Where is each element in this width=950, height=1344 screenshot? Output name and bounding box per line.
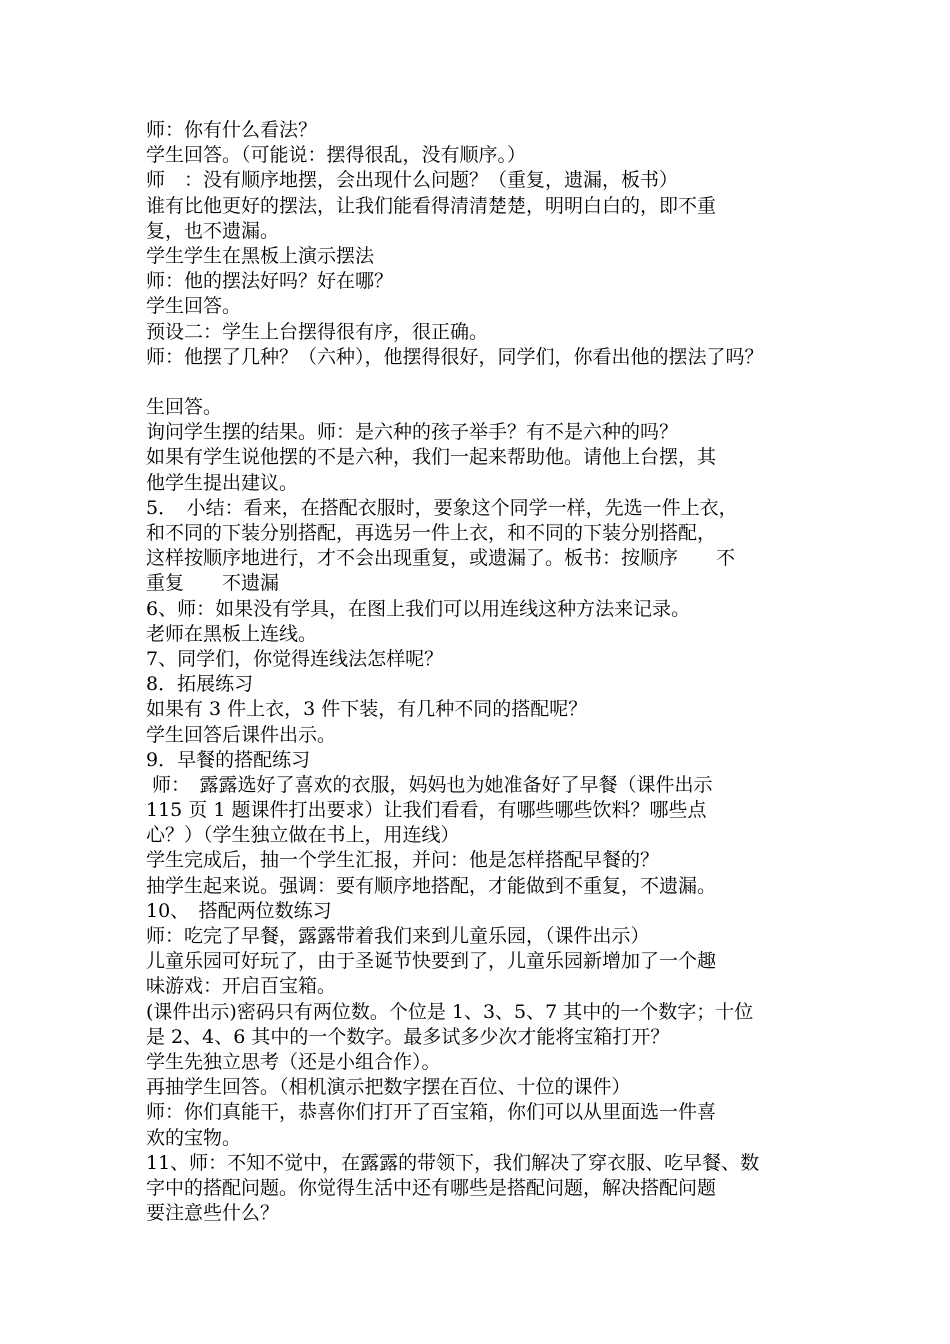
text-line: 老师在黑板上连线。 xyxy=(146,622,318,645)
text-line: 谁有比他更好的摆法，让我们能看得清清楚楚，明明白白的，即不重 xyxy=(146,194,717,217)
text-line: 7、同学们，你觉得连线法怎样呢？ xyxy=(146,647,444,670)
text-line: 儿童乐园可好玩了，由于圣诞节快要到了，儿童乐园新增加了一个趣 xyxy=(146,950,717,973)
text-line: 生回答。 xyxy=(146,396,223,419)
text-line: 预设二：学生上台摆得很有序，很正确。 xyxy=(146,320,489,343)
text-line: 学生回答。 xyxy=(146,295,242,318)
text-line: 他学生提出建议。 xyxy=(146,471,299,494)
text-line: 师：你们真能干，恭喜你们打开了百宝箱，你们可以从里面选一件喜 xyxy=(146,1101,717,1124)
text-line: 要注意些什么？ xyxy=(146,1202,280,1225)
document-body xyxy=(146,118,814,1226)
text-line: 学生完成后，抽一个学生汇报，并问：他是怎样搭配早餐的？ xyxy=(146,849,660,872)
text-line: 11、师：不知不觉中，在露露的带领下，我们解决了穿衣服、吃早餐、数 xyxy=(146,1151,760,1174)
text-line: 师：他摆了几种？（六种），他摆得很好，同学们，你看出他的摆法了吗？ xyxy=(146,345,764,368)
text-line: 抽学生起来说。强调：要有顺序地搭配，才能做到不重复，不遗漏。 xyxy=(146,874,717,897)
text-line: 如果有学生说他摆的不是六种，我们一起来帮助他。请他上台摆，其 xyxy=(146,446,717,469)
text-line: 师： 露露选好了喜欢的衣服，妈妈也为她准备好了早餐（课件出示 xyxy=(146,773,713,796)
text-line: 学生学生在黑板上演示摆法 xyxy=(146,244,375,267)
text-line: 字中的搭配问题。你觉得生活中还有哪些是搭配问题，解决搭配问题 xyxy=(146,1176,717,1199)
text-line: 心？）（学生独立做在书上，用连线） xyxy=(146,824,460,847)
text-line: 和不同的下装分别搭配，再选另一件上衣，和不同的下装分别搭配， xyxy=(146,522,717,544)
text-line: 师：吃完了早餐，露露带着我们来到儿童乐园，（课件出示） xyxy=(146,925,650,947)
text-line: 味游戏：开启百宝箱。 xyxy=(146,975,337,998)
text-line: (课件出示)密码只有两位数。个位是 1、3、5、7 其中的一个数字；十位 xyxy=(146,1000,754,1023)
text-line: 重复 不遗漏 xyxy=(146,572,280,595)
text-line: 是 2、4、6 其中的一个数字。最多试多少次才能将宝箱打开？ xyxy=(146,1025,670,1048)
text-line: 再抽学生回答。（相机演示把数字摆在百位、十位的课件） xyxy=(146,1076,631,1099)
text-line: 欢的宝物。 xyxy=(146,1126,242,1149)
text-line: 8．拓展练习 xyxy=(146,673,254,696)
text-line: 复，也不遗漏。 xyxy=(146,219,280,242)
text-line: 5． 小结：看来，在搭配衣服时，要象这个同学一样，先选一件上衣， xyxy=(146,496,738,519)
text-line: 学生回答后课件出示。 xyxy=(146,723,337,746)
text-line xyxy=(146,370,814,395)
text-line: 师：你有什么看法？ xyxy=(146,119,318,141)
text-line: 询问学生摆的结果。师：是六种的孩子举手？有不是六种的吗？ xyxy=(146,421,679,444)
text-line: 这样按顺序地进行，才不会出现重复，或遗漏了。板书：按顺序 不 xyxy=(146,547,736,570)
text-line: 学生回答。（可能说：摆得很乱，没有顺序。） xyxy=(146,144,527,167)
text-line: 师 ：没有顺序地摆，会出现什么问题？（重复，遗漏，板书） xyxy=(146,169,679,192)
text-line: 学生先独立思考（还是小组合作）。 xyxy=(146,1050,441,1073)
text-line: 如果有 3 件上衣，3 件下装，有几种不同的搭配呢？ xyxy=(146,698,588,721)
text-line: 10、 搭配两位数练习 xyxy=(146,899,332,922)
text-line: 师：他的摆法好吗？好在哪？ xyxy=(146,270,394,293)
text-line: 9．早餐的搭配练习 xyxy=(146,748,311,771)
text-line: 6、师：如果没有学具，在图上我们可以用连线这种方法来记录。 xyxy=(146,597,691,620)
text-line: 115 页 1 题课件打出要求）让我们看看，有哪些哪些饮料？哪些点 xyxy=(146,799,707,822)
